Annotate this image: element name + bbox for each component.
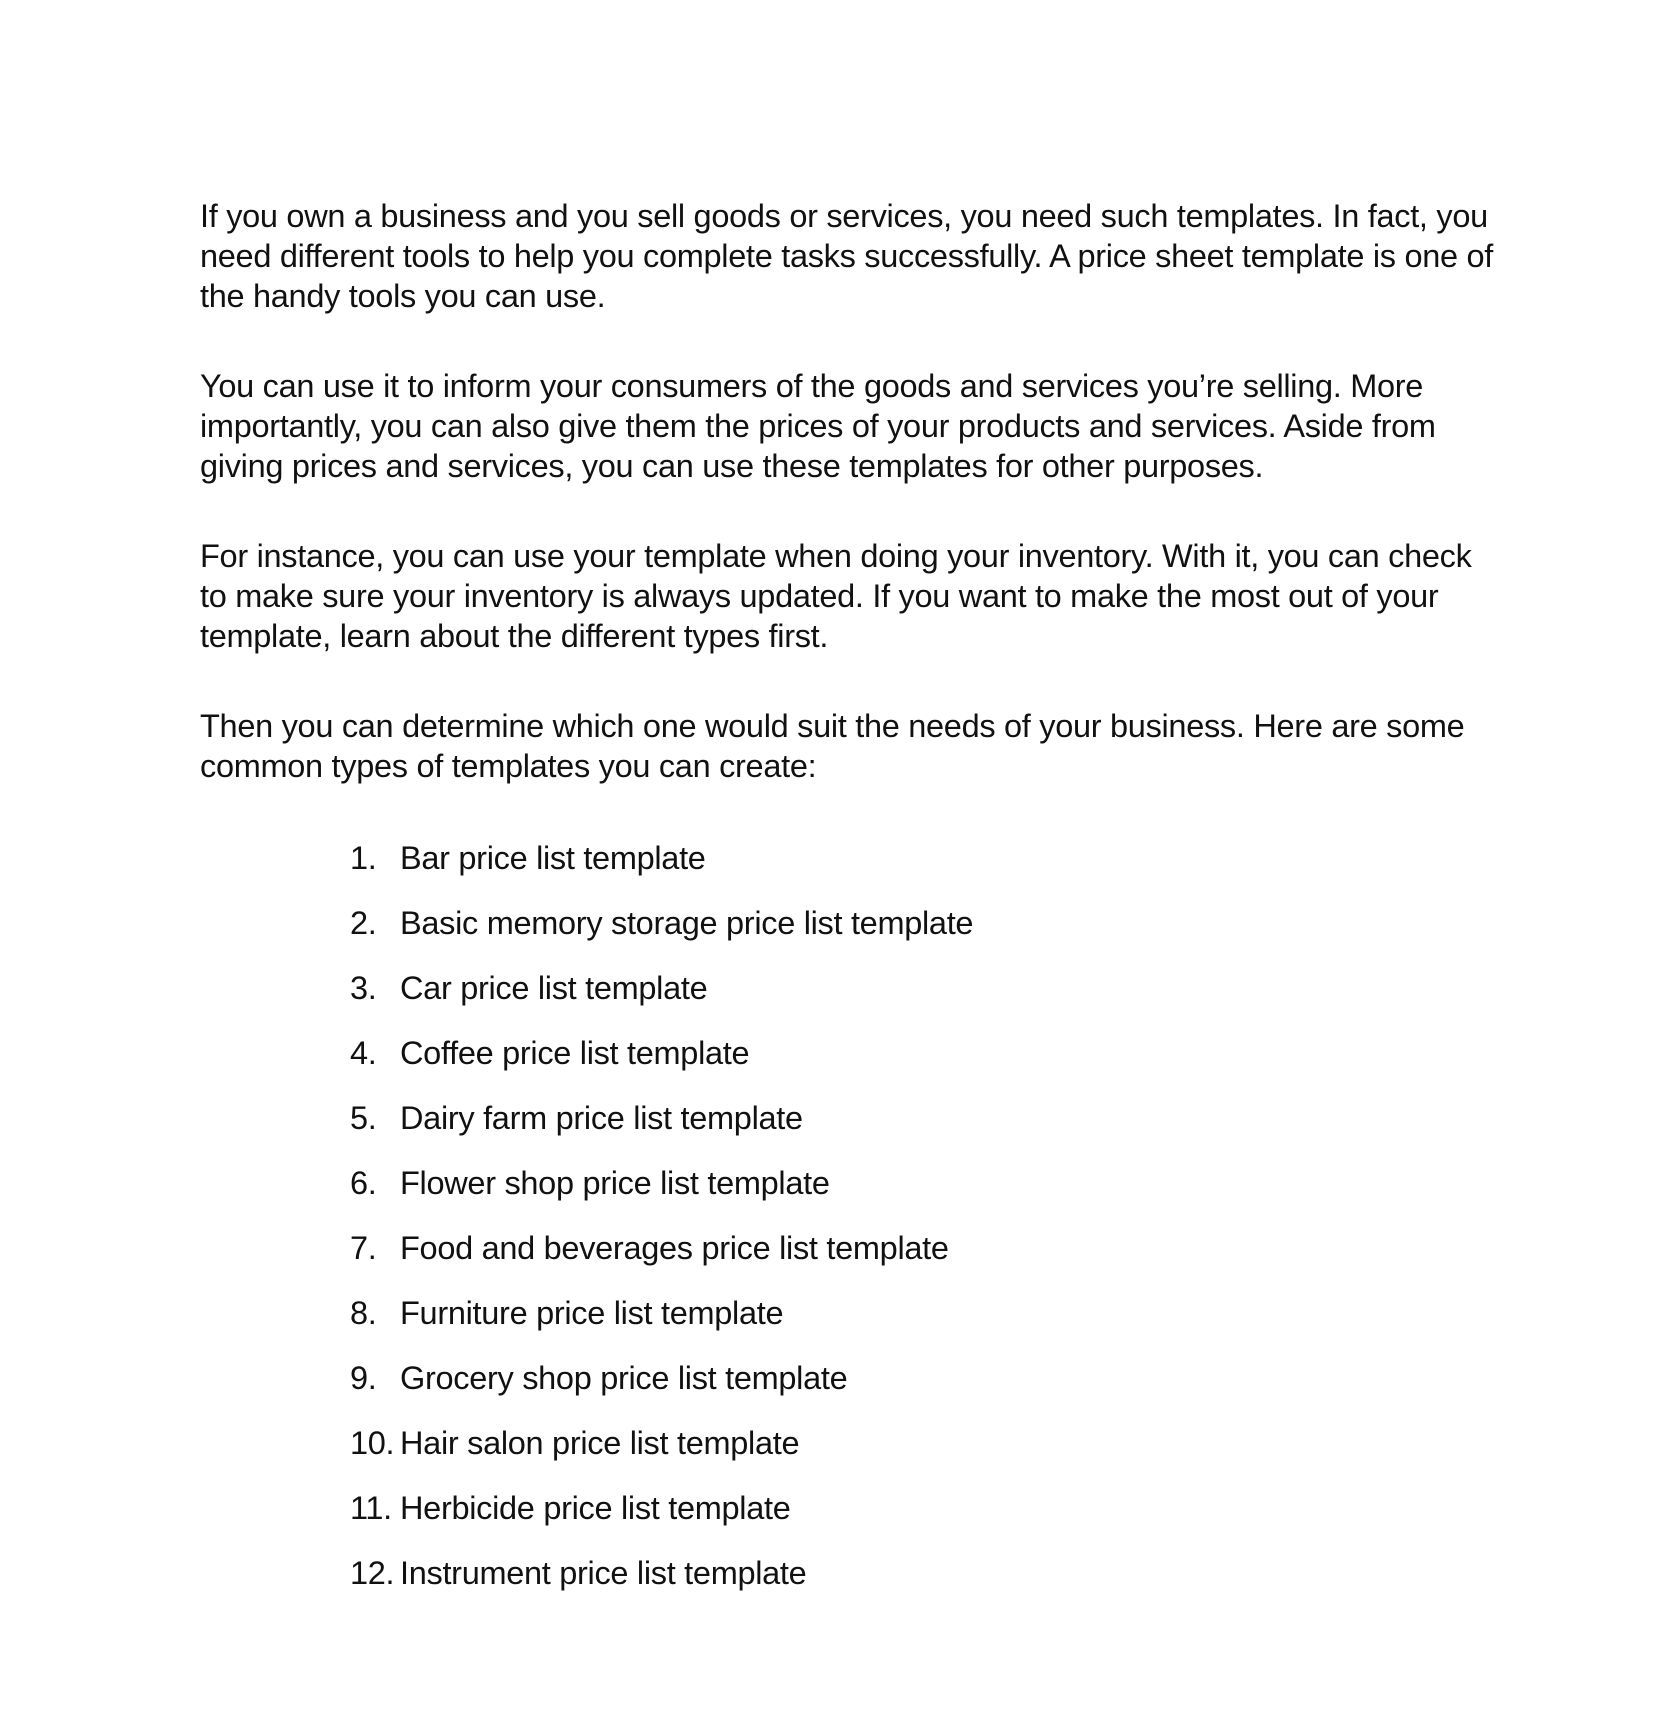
- template-types-list: [350, 838, 1250, 1618]
- list-item: [350, 1358, 1250, 1423]
- list-item-number: 5.: [350, 1100, 377, 1136]
- list-item: [350, 1293, 1250, 1358]
- list-item-label: Grocery shop price list template: [400, 1360, 848, 1396]
- list-item-number: 2.: [350, 905, 377, 941]
- list-item: [350, 1033, 1250, 1098]
- list-item-label: Instrument price list template: [400, 1555, 807, 1591]
- paragraph-inventory: For instance, you can use your template when doing your inventory. With it, you can check to make sure your inventory is always updated. If you want to make the most out of your template, learn about the different types first.: [200, 538, 1472, 654]
- list-item-number: 4.: [350, 1035, 377, 1071]
- list-item: [350, 1228, 1250, 1293]
- list-item-label: Bar price list template: [400, 840, 706, 876]
- list-item: [350, 1423, 1250, 1488]
- list-item: [350, 1553, 1250, 1618]
- list-item-number: 9.: [350, 1360, 377, 1396]
- list-item-number: 8.: [350, 1295, 377, 1331]
- list-item-number: 12.: [350, 1555, 395, 1591]
- list-item: [350, 1098, 1250, 1163]
- list-item-label: Coffee price list template: [400, 1035, 750, 1071]
- list-item: [350, 838, 1250, 903]
- paragraph-usage: You can use it to inform your consumers of the goods and services you’re selling. More importantly, you can also give them the prices of your products and services. Aside from giving prices and services, you can use these templates for other purposes.: [200, 368, 1436, 484]
- list-item: [350, 1488, 1250, 1553]
- list-item-label: Dairy farm price list template: [400, 1100, 803, 1136]
- list-item-number: 1.: [350, 840, 377, 876]
- list-item-number: 7.: [350, 1230, 377, 1266]
- list-item-label: Herbicide price list template: [400, 1490, 791, 1526]
- list-item-label: Basic memory storage price list template: [400, 905, 974, 941]
- list-item: [350, 968, 1250, 1033]
- list-item-label: Car price list template: [400, 970, 708, 1006]
- list-item: [350, 903, 1250, 968]
- list-item: [350, 1163, 1250, 1228]
- paragraph-intro: If you own a business and you sell goods or services, you need such templates. In fact, you need different tools to help you complete tasks successfully. A price sheet template is one of the handy tools you can use.: [200, 198, 1494, 314]
- body-text: [200, 196, 1500, 786]
- list-item-number: 11.: [350, 1490, 392, 1526]
- list-item-label: Furniture price list template: [400, 1295, 784, 1331]
- paragraph-types-intro: Then you can determine which one would suit the needs of your business. Here are some common types of templates you can create:: [200, 708, 1465, 784]
- list-item-label: Hair salon price list template: [400, 1425, 800, 1461]
- list-item-label: Food and beverages price list template: [400, 1230, 949, 1266]
- list-item-label: Flower shop price list template: [400, 1165, 830, 1201]
- list-item-number: 6.: [350, 1165, 377, 1201]
- list-item-number: 3.: [350, 970, 377, 1006]
- list-item-number: 10.: [350, 1425, 395, 1461]
